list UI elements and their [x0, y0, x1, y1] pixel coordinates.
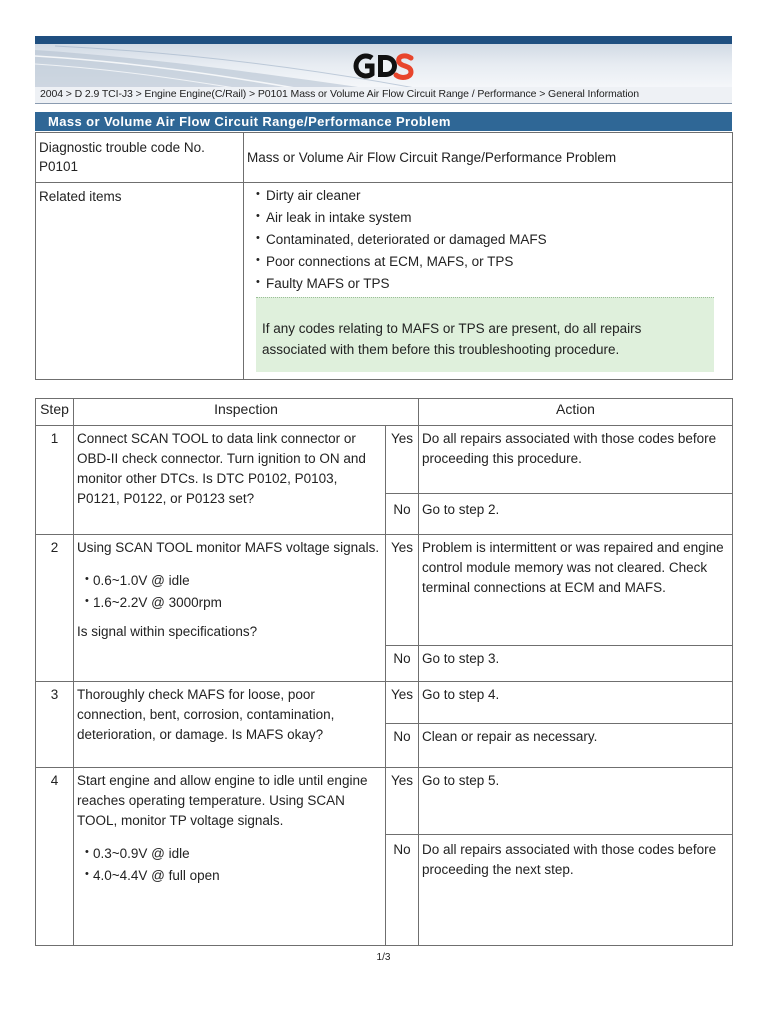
step-inspection: Connect SCAN TOOL to data link connector or OBD-II check connector. Turn ignition to ON and monitor other DTCs. Is DTC P0102, P0103, P0121, P0122, or P0123 set? [74, 426, 386, 535]
page-title: Mass or Volume Air Flow Circuit Range/Performance Problem [35, 112, 732, 131]
column-header-inspection: Inspection [74, 399, 419, 426]
related-items-list [256, 185, 714, 295]
note-box: If any codes relating to MAFS or TPS are present, do all repairs associated with them before this troubleshooting procedure. [256, 297, 714, 372]
step-inspection: Start engine and allow engine to idle until engine reaches operating temperature. Using SCAN TOOL, monitor TP voltage signals. [77, 773, 368, 828]
list-item: • 0.6~1.0V @ idle [85, 570, 382, 592]
gds-logo [353, 52, 423, 80]
step-inspection: Thoroughly check MAFS for loose, poor connection, bent, corrosion, contamination, deterioration, or damage. Is MAFS okay? [74, 682, 386, 768]
step-inspection: Using SCAN TOOL monitor MAFS voltage signals. [77, 540, 380, 555]
yes-action: Do all repairs associated with those codes before proceeding this procedure. [419, 426, 733, 494]
yes-label: Yes [386, 426, 419, 494]
dtc-label: Diagnostic trouble code No. P0101 [36, 133, 244, 183]
list-item: • Dirty air cleaner [256, 185, 714, 207]
yes-action: Go to step 4. [419, 682, 733, 724]
dtc-row [36, 133, 733, 183]
table-row [36, 682, 733, 724]
table-row [36, 768, 733, 835]
no-action: Go to step 2. [419, 494, 733, 535]
step-inspection-cell [74, 535, 386, 682]
no-label: No [386, 724, 419, 768]
page-number: 1/3 [376, 952, 391, 963]
column-header-step: Step [36, 399, 74, 426]
step-number: 2 [36, 535, 74, 682]
step-inspection-cell [74, 768, 386, 946]
list-item: • 4.0~4.4V @ full open [85, 865, 382, 887]
table-header-row [36, 399, 733, 426]
header-banner [35, 36, 732, 88]
breadcrumb: 2004 > D 2.9 TCI-J3 > Engine Engine(C/Rail) > P0101 Mass or Volume Air Flow Circuit Range / Performance > General Information [35, 87, 732, 104]
step-number: 3 [36, 682, 74, 768]
yes-label: Yes [386, 682, 419, 724]
yes-label: Yes [386, 535, 419, 646]
no-action: Clean or repair as necessary. [419, 724, 733, 768]
related-row [36, 183, 733, 380]
list-item: • Faulty MAFS or TPS [256, 273, 714, 295]
no-label: No [386, 835, 419, 946]
list-item: • Contaminated, deteriorated or damaged MAFS [256, 229, 714, 251]
list-item: • 1.6~2.2V @ 3000rpm [85, 592, 382, 614]
yes-label: Yes [386, 768, 419, 835]
table-row [36, 535, 733, 646]
dtc-value: Mass or Volume Air Flow Circuit Range/Performance Problem [244, 133, 733, 183]
yes-action: Problem is intermittent or was repaired and engine control module memory was not cleared. Check terminal connections at ECM and MAFS. [419, 535, 733, 646]
spec-list [85, 570, 382, 614]
step-number: 4 [36, 768, 74, 946]
no-label: No [386, 646, 419, 682]
no-label: No [386, 494, 419, 535]
yes-action: Go to step 5. [419, 768, 733, 835]
table-row [36, 426, 733, 494]
related-cell [244, 183, 733, 380]
list-item: • 0.3~0.9V @ idle [85, 843, 382, 865]
dtc-info-table [35, 132, 733, 380]
step-number: 1 [36, 426, 74, 535]
column-header-action: Action [419, 399, 733, 426]
list-item: • Poor connections at ECM, MAFS, or TPS [256, 251, 714, 273]
spec-list [85, 843, 382, 887]
list-item: • Air leak in intake system [256, 207, 714, 229]
no-action: Do all repairs associated with those codes before proceeding the next step. [419, 835, 733, 946]
troubleshooting-steps-table [35, 398, 733, 946]
related-label: Related items [36, 183, 244, 380]
step-question: Is signal within specifications? [77, 624, 258, 639]
no-action: Go to step 3. [419, 646, 733, 682]
